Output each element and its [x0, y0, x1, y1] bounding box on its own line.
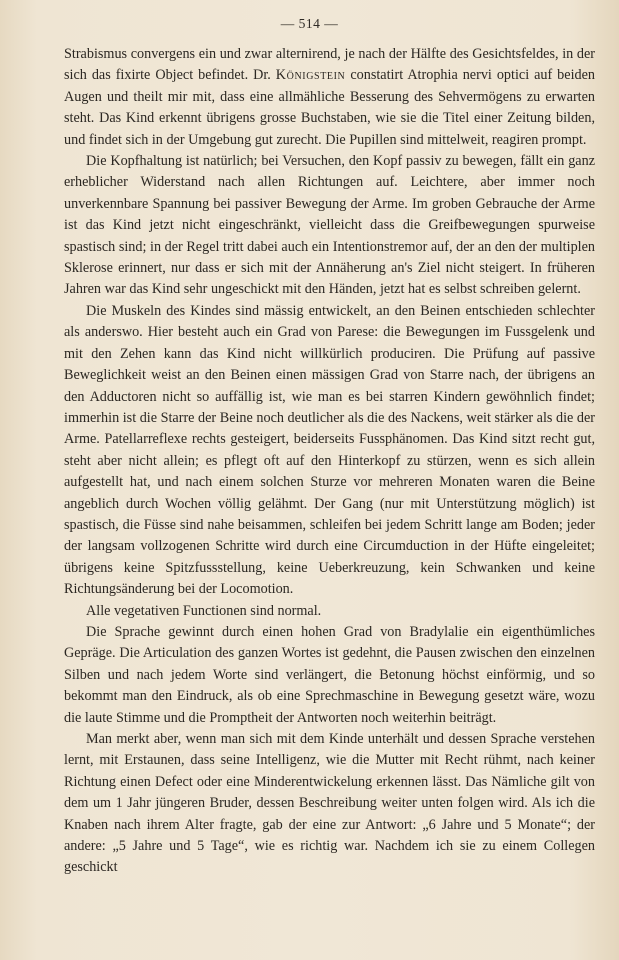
body-text — [64, 44, 595, 879]
paragraph-2: Die Kopfhaltung ist natürlich; bei Versuchen, den Kopf passiv zu bewegen, fällt ein ganz erheblicher Widerstand nach allen Richtungen auf. Leichtere, aber immer noch unverkennbare Spannung bei passiver Bewegung der Arme. Im groben Gebrauche der Arme ist das Kind jetzt nicht eingeschränkt, vielleicht dass die Greifbewegungen spurweise spastisch sind; in der Regel tritt dabei auch ein Intentionstremor auf, der an den der multiplen Sklerose erinnert, nur dass er sich mit der Annäherung an's Ziel nicht steigert. In früheren Jahren war das Kind sehr ungeschickt mit den Händen, jetzt hat es selbst schreiben gelernt. — [64, 153, 595, 298]
paragraph-1-before: Strabismus convergens ein und zwar alternirend, je nach der Hälfte des Gesichtsfeldes, in der sich das fixirte Object befindet. Dr. — [64, 46, 595, 84]
paragraph-4: Alle vegetativen Functionen sind normal. — [86, 602, 322, 619]
paragraph-1-after: constatirt Atrophia nervi optici auf beiden Augen und theilt mir mit, dass eine allmähliche Besserung des Sehvermögens zu erwarten steht. Das Kind erkennt übrigens grosse Buchstaben, wie sie die Titel einer Zeitung bilden, und findet sich in der Umgebung gut zurecht. Die Pupillen sind mittelweit, reagiren prompt. — [64, 67, 595, 148]
paragraph-1 — [64, 44, 595, 151]
paragraph-5: Die Sprache gewinnt durch einen hohen Grad von Bradylalie ein eigenthümliches Gepräge. Die Articulation des ganzen Wortes ist gedehnt, die Pausen zwischen den einzelnen Silben und nach jedem Worte sind verlängert, die Betonung höchst einförmig, und so bekommt man den Eindruck, als ob eine Sprechmaschine in Bewegung gesetzt wäre, wozu die laute Stimme und die Promptheit der Antworten noch weiterhin beiträgt. — [64, 623, 595, 726]
author-name: Königstein — [275, 67, 346, 84]
page-number: — 514 — — [280, 16, 339, 31]
paragraph-6: Man merkt aber, wenn man sich mit dem Kinde unterhält und dessen Sprache verstehen lernt, mit Erstaunen, dass seine Intelligenz, wie die Mutter mit Recht rühmt, nach keiner Richtung einen Defect oder eine Minderentwickelung erkennen lässt. Das Nämliche gilt von dem um 1 Jahr jüngeren Bruder, dessen Beschreibung weiter unten folgen wird. Als ich die Knaben nach ihrem Alter fragte, gab der eine zur Antwort: „6 Jahre und 5 Monate“; der andere: „5 Jahre und 5 Tage“, wie es richtig war. Nachdem ich sie zu einem Collegen geschickt — [64, 731, 595, 876]
paragraph-3: Die Muskeln des Kindes sind mässig entwickelt, an den Beinen entschieden schlechter als anderswo. Hier besteht auch ein Grad von Parese: die Bewegungen im Fussgelenk und mit den Zehen kann das Kind nicht willkürlich produciren. Die Prüfung auf passive Beweglichkeit weist an den Beinen einen mässigen Grad von Starre nach, der übrigens an den Adductoren nicht so auffällig ist, wie man es bei starren Kindern gewöhnlich findet; immerhin ist die Starre der Beine noch deutlicher als die des Nackens, weit stärker als die der Arme. Patellarreflexe rechts gesteigert, beiderseits Fussphänomen. Das Kind sitzt recht gut, steht aber nicht allein; es pflegt oft auf den Hinterkopf zu stürzen, wenn es sich allein aufgestellt hat, und nach einem solchen Sturze vor mehreren Monaten waren die Beine angeblich durch Wochen völlig gelähmt. Der Gang (nur mit Unterstützung möglich) ist spastisch, die Füsse sind nahe beisammen, schleifen bei jedem Schritt lange am Boden; jeder der langsam vollzogenen Schritte wird durch eine Circumduction in der Hüfte eingeleitet; übrigens keine Spitzfussstellung, keine Ueberkreuzung, kein Schwanken und keine Richtungsänderung bei der Locomotion. — [64, 302, 595, 598]
